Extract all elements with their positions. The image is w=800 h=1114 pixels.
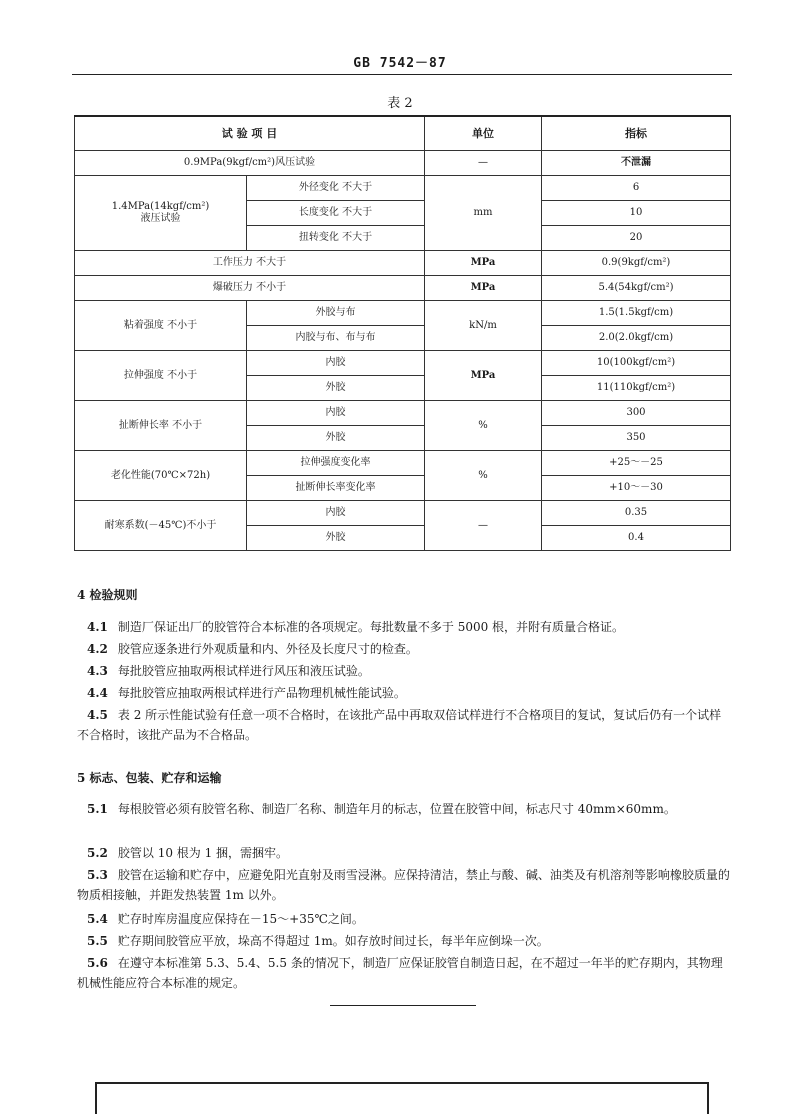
row-unit: MPa (425, 251, 542, 276)
table-row (75, 276, 731, 301)
row-item: 爆破压力 不小于 (75, 276, 425, 301)
table-row (75, 501, 731, 526)
table-row (75, 401, 731, 426)
table-row (75, 151, 731, 176)
row-unit: % (425, 451, 542, 501)
row-sub-label: 扯断伸长率变化率 (247, 476, 425, 501)
row-sub-label: 外胶 (247, 526, 425, 551)
row-group-label: 扯断伸长率 不小于 (75, 401, 247, 451)
row-sub-label: 内胶与布、布与布 (247, 326, 425, 351)
row-value: 0.4 (542, 526, 731, 551)
row-unit: MPa (425, 351, 542, 401)
col-header-item: 试 验 项 目 (75, 116, 425, 151)
row-value: 10 (542, 201, 731, 226)
row-unit: kN/m (425, 301, 542, 351)
row-sub-label: 长度变化 不大于 (247, 201, 425, 226)
end-rule (330, 1005, 476, 1006)
row-value: 20 (542, 226, 731, 251)
clause-5-6: 5.6 在遵守本标准第 5.3、5.4、5.5 条的情况下，制造厂应保证胶管自制造日起，在不超过一年半的贮存期内，其物理机械性能应符合本标准的规定。 (77, 956, 723, 990)
row-value: 2.0(2.0kgf/cm) (542, 326, 731, 351)
row-sub-label: 拉伸强度变化率 (247, 451, 425, 476)
row-value: 11(110kgf/cm²) (542, 376, 731, 401)
table-row (75, 351, 731, 376)
row-sub-label: 内胶 (247, 501, 425, 526)
row-value: 0.35 (542, 501, 731, 526)
row-sub-label: 外径变化 不大于 (247, 176, 425, 201)
table-row (75, 176, 731, 201)
bottom-frame (95, 1082, 709, 1114)
row-item: 0.9MPa(9kgf/cm²)风压试验 (75, 151, 425, 176)
clause-4-5: 4.5 表 2 所示性能试验有任意一项不合格时，在该批产品中再取双倍试样进行不合格项目的复试，复试后仍有一个试样不合格时，该批产品为不合格品。 (77, 708, 722, 742)
clause-4-2: 4.2 胶管应逐条进行外观质量和内、外径及长度尺寸的检查。 (87, 642, 418, 656)
clause-4-3: 4.3 每批胶管应抽取两根试样进行风压和液压试验。 (87, 664, 370, 678)
row-value: 5.4(54kgf/cm²) (542, 276, 731, 301)
row-group-label: 耐寒系数(－45℃)不小于 (75, 501, 247, 551)
clause-5-3: 5.3 胶管在运输和贮存中，应避免阳光直射及雨雪浸淋。应保持清洁，禁止与酸、碱、油类及有机溶剂等影响橡胶质量的物质相接触，并距发热装置 1m 以外。 (77, 868, 730, 902)
table-header-row (75, 116, 731, 151)
clause-4-1: 4.1 制造厂保证出厂的胶管符合本标准的各项规定。每批数量不多于 5000 根，并附有质量合格证。 (87, 620, 625, 634)
row-value: 0.9(9kgf/cm²) (542, 251, 731, 276)
row-value: +25～－25 (542, 451, 731, 476)
standard-code-header: GB 7542－87 (353, 56, 447, 71)
clause-5-4: 5.4 贮存时库房温度应保持在－15～+35℃之间。 (87, 912, 364, 926)
row-sub-label: 扭转变化 不大于 (247, 226, 425, 251)
header-rule (72, 74, 732, 75)
table-caption: 表 2 (387, 96, 413, 111)
row-group-label: 粘着强度 不小于 (75, 301, 247, 351)
clause-5-2: 5.2 胶管以 10 根为 1 捆，需捆牢。 (87, 846, 289, 860)
row-value: 不泄漏 (542, 151, 731, 176)
row-group-label: 1.4MPa(14kgf/cm²) 液压试验 (75, 176, 247, 251)
row-sub-label: 外胶 (247, 376, 425, 401)
spec-table (74, 115, 731, 551)
section-5-heading: 5 标志、包装、贮存和运输 (77, 771, 222, 785)
row-sub-label: 内胶 (247, 351, 425, 376)
row-value: 6 (542, 176, 731, 201)
col-header-unit: 单位 (425, 116, 542, 151)
row-unit: — (425, 501, 542, 551)
row-value: 1.5(1.5kgf/cm) (542, 301, 731, 326)
row-unit: mm (425, 176, 542, 251)
row-sub-label: 内胶 (247, 401, 425, 426)
table-row (75, 451, 731, 476)
row-group-label: 老化性能(70℃×72h) (75, 451, 247, 501)
table-row (75, 251, 731, 276)
row-unit: — (425, 151, 542, 176)
clause-5-5: 5.5 贮存期间胶管应平放，垛高不得超过 1m。如存放时间过长，每半年应倒垛一次。 (87, 934, 549, 948)
row-item: 工作压力 不大于 (75, 251, 425, 276)
clause-4-4: 4.4 每批胶管应抽取两根试样进行产品物理机械性能试验。 (87, 686, 406, 700)
row-value: 300 (542, 401, 731, 426)
table-row (75, 301, 731, 326)
row-value: 350 (542, 426, 731, 451)
row-group-label: 拉伸强度 不小于 (75, 351, 247, 401)
row-sub-label: 外胶 (247, 426, 425, 451)
row-value: 10(100kgf/cm²) (542, 351, 731, 376)
col-header-value: 指标 (542, 116, 731, 151)
row-sub-label: 外胶与布 (247, 301, 425, 326)
row-value: +10～－30 (542, 476, 731, 501)
row-unit: % (425, 401, 542, 451)
row-unit: MPa (425, 276, 542, 301)
clause-5-1: 5.1 每根胶管必须有胶管名称、制造厂名称、制造年月的标志，位置在胶管中间，标志尺寸 40mm×60mm。 (87, 802, 676, 816)
section-4-heading: 4 检验规则 (77, 588, 138, 602)
